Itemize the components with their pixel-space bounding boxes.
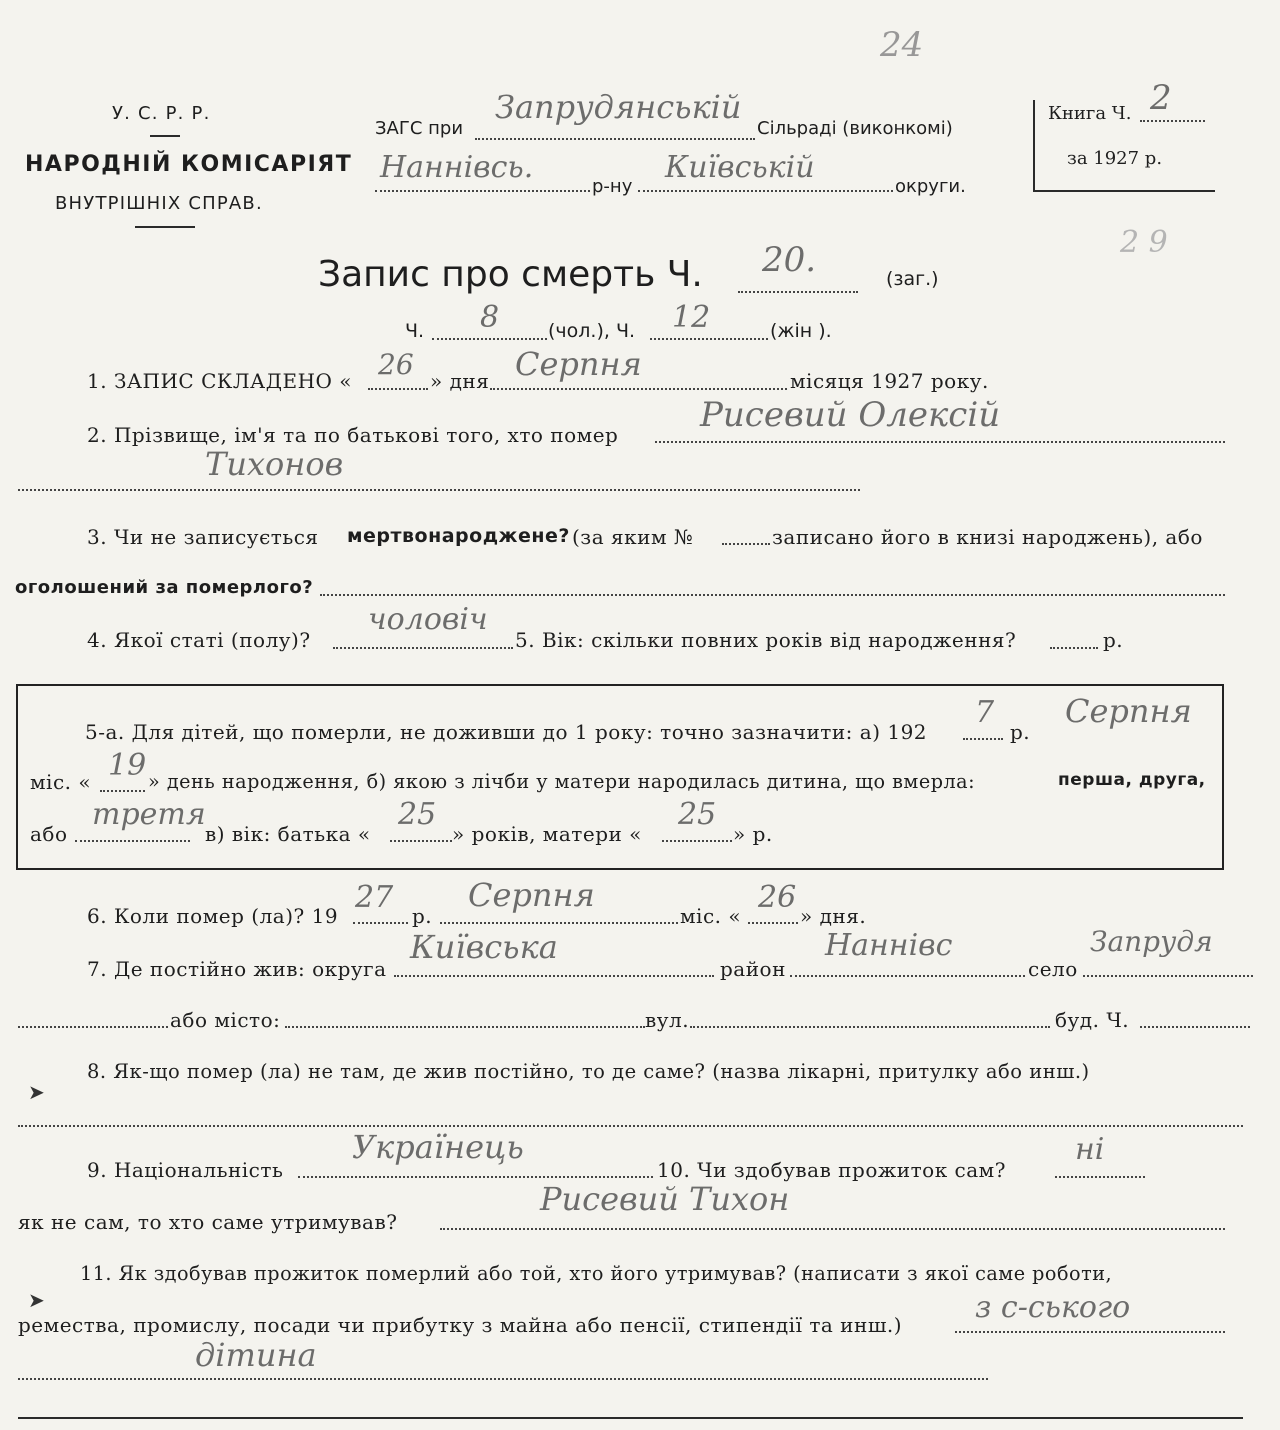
book-number: 2 — [1150, 78, 1172, 118]
arrow-icon: ➤ — [28, 1288, 45, 1312]
title-line — [738, 291, 858, 293]
female-count: 12 — [672, 300, 711, 335]
q7-okruha: Київська — [410, 928, 558, 966]
q5a-year-line — [963, 738, 1003, 740]
q7-selo-line — [1083, 975, 1253, 977]
total-label: (заг.) — [886, 268, 939, 290]
q7-selo-label: село — [1028, 957, 1078, 981]
divider — [150, 135, 180, 137]
book-box-border — [1035, 190, 1215, 192]
okruha-line — [638, 190, 893, 192]
q7-vul-label: вул. — [645, 1008, 690, 1032]
q11-value: з с-ського — [975, 1290, 1131, 1325]
male-line — [432, 338, 547, 340]
q10-who-line — [440, 1228, 1225, 1230]
divider — [135, 226, 195, 228]
q7-vul-line — [690, 1026, 1050, 1028]
q5-unit: р. — [1103, 628, 1124, 652]
q5a-mis-label: міс. « — [30, 770, 92, 794]
q5a-options: перша, друга, — [1058, 770, 1206, 790]
q2-line-2 — [18, 489, 860, 491]
q6-mis-label: міс. « — [680, 904, 742, 928]
male-count: 8 — [480, 300, 500, 335]
q9-label: 9. Національність — [87, 1158, 284, 1182]
q7-bud-label: буд. Ч. — [1055, 1008, 1130, 1032]
q6-year-suffix: р. — [412, 904, 433, 928]
q10-who: Рисевий Тихон — [540, 1180, 790, 1218]
corner-mark: 24 — [880, 25, 924, 65]
q3-text2: (за яким № — [572, 525, 694, 549]
q6-label: 6. Коли помер (ла)? 19 — [87, 904, 339, 928]
q4-label: 4. Якої статі (полу)? — [87, 628, 311, 652]
q7-misto-line — [285, 1026, 645, 1028]
margin-mark: 2 9 — [1120, 225, 1168, 260]
zags-label: ЗАГС при — [375, 118, 464, 139]
q7-okruha-line — [394, 975, 714, 977]
q5a-mother-label: » років, матери « — [452, 822, 642, 846]
q11-line2: ремества, промислу, посади чи прибутку з майна або пенсії, стипендії та инш.) — [18, 1313, 903, 1337]
q4-line — [333, 647, 513, 649]
q1-month: Серпня — [515, 345, 642, 383]
bottom-rule — [18, 1417, 1243, 1419]
q5a-order-line — [75, 840, 190, 842]
q7-bud-line — [1140, 1026, 1250, 1028]
q5a-age-label: в) вік: батька « — [205, 822, 371, 846]
q10-label: 10. Чи здобував прожиток сам? — [657, 1158, 1006, 1182]
q3-stillborn: мертвонароджене? — [347, 525, 570, 547]
q3-no-line — [722, 543, 770, 545]
arrow-icon: ➤ — [28, 1080, 45, 1104]
okruha-value: Київськiй — [665, 150, 815, 185]
q7-label: 7. Де постійно жив: округа — [87, 957, 387, 981]
female-count-label: (чол.), Ч. — [548, 320, 636, 342]
q10-value: ні — [1075, 1132, 1105, 1167]
q5a-line1: 5-а. Для дітей, що померли, не доживши до 1 року: точно зазначити: а) 192 — [85, 720, 928, 744]
q1-label: 1. ЗАПИС СКЛАДЕНО « — [87, 369, 352, 393]
zags-value: Запрудянськiй — [495, 88, 742, 126]
q5a-father-line — [390, 840, 452, 842]
q5-label: 5. Вік: скільки повних років від народження? — [515, 628, 1017, 652]
q3-text3: записано його в книзі народжень), або — [772, 525, 1203, 549]
q3-text1: 3. Чи не записується — [87, 525, 319, 549]
q1-day-suffix: » дня — [430, 369, 490, 393]
q11-line1: 11. Як здобував прожиток померлий або той, хто його утримував? (написати з якої саме роботи, — [80, 1262, 1113, 1285]
council-label: Сільраді (виконкомі) — [757, 118, 953, 139]
q7-raion-label: район — [720, 957, 786, 981]
q6-day: 26 — [758, 880, 797, 915]
q2-line — [655, 441, 1225, 443]
q6-day-line — [748, 922, 798, 924]
q5a-day: 19 — [108, 748, 147, 783]
q3-line-2 — [320, 594, 1225, 596]
ministry-title: НАРОДНІЙ КОМІСАРІЯТ — [25, 152, 353, 177]
raion-value: Наннiвсь. — [380, 150, 534, 185]
q5a-mother-line — [662, 840, 732, 842]
q6-day-suffix: » дня. — [800, 904, 867, 928]
q5a-year-suffix: р. — [1010, 720, 1031, 744]
q5a-year-digit: 7 — [975, 695, 995, 730]
q2-patronymic: Тихонов — [205, 445, 344, 483]
q6-month-line — [440, 922, 678, 924]
q11-line — [955, 1331, 1225, 1333]
q1-tail: місяця 1927 року. — [790, 369, 989, 393]
raion-line — [375, 190, 590, 192]
q6-month: Серпня — [468, 876, 595, 914]
ministry-subtitle: ВНУТРІШНІХ СПРАВ. — [55, 193, 263, 214]
q5a-father-age: 25 — [398, 797, 437, 832]
raion-label: р-ну — [592, 176, 633, 197]
q11-line-2 — [18, 1378, 988, 1380]
q2-value: Рисевий Олексiй — [700, 395, 1001, 435]
q7-selo: Запрудя — [1090, 925, 1213, 958]
q1-day-line — [368, 388, 428, 390]
q5a-abo-label: або — [30, 822, 68, 846]
book-line — [1140, 120, 1205, 122]
q6-year-line — [353, 922, 408, 924]
q1-month-line — [490, 388, 787, 390]
q5a-order: третя — [92, 797, 206, 832]
female-line — [650, 338, 768, 340]
q5a-day-line — [100, 790, 145, 792]
q5a-line2: » день народження, б) якою з лічби у матери народилась дитина, що вмерла: — [148, 770, 976, 793]
q4-value: чоловiч — [368, 602, 488, 637]
female-suffix: (жін ). — [770, 320, 832, 342]
book-year: за 1927 р. — [1067, 148, 1163, 169]
q2-label: 2. Прізвище, ім'я та по батькові того, хто помер — [87, 423, 619, 447]
record-number: 20. — [762, 240, 817, 280]
q9-value: Українець — [352, 1128, 524, 1166]
q1-day: 26 — [378, 348, 414, 381]
q6-year: 27 — [355, 880, 394, 915]
male-count-label: Ч. — [405, 320, 425, 342]
book-box-border — [1033, 100, 1035, 192]
q8-text: 8. Як-що помер (ла) не там, де жив постійно, то де саме? (назва лікарні, притулку або инш.) — [87, 1060, 1090, 1083]
q11-value-2: дiтина — [195, 1336, 317, 1374]
q5-line — [1050, 647, 1098, 649]
q5a-month: Серпня — [1065, 692, 1192, 730]
q3-declared-dead: оголошений за померлого? — [15, 577, 314, 598]
page-title: Запис про смерть Ч. — [318, 254, 703, 295]
q8-line — [18, 1125, 1243, 1127]
republic-label: У. С. Р. Р. — [112, 103, 211, 124]
q7-misto-label: або місто: — [170, 1008, 281, 1032]
q7-raion: Наннiвс — [825, 928, 953, 963]
q7-raion-line — [790, 975, 1025, 977]
q9-line — [298, 1176, 653, 1178]
book-label: Книга Ч. — [1048, 103, 1132, 124]
q5a-mother-age: 25 — [678, 797, 717, 832]
q5a-end: » р. — [733, 822, 773, 846]
q7-line-a — [18, 1026, 168, 1028]
zags-line — [475, 138, 755, 140]
okruha-label: округи. — [895, 176, 966, 197]
q10-line — [1055, 1176, 1145, 1178]
q10-line2: як не сам, то хто саме утримував? — [18, 1210, 398, 1234]
